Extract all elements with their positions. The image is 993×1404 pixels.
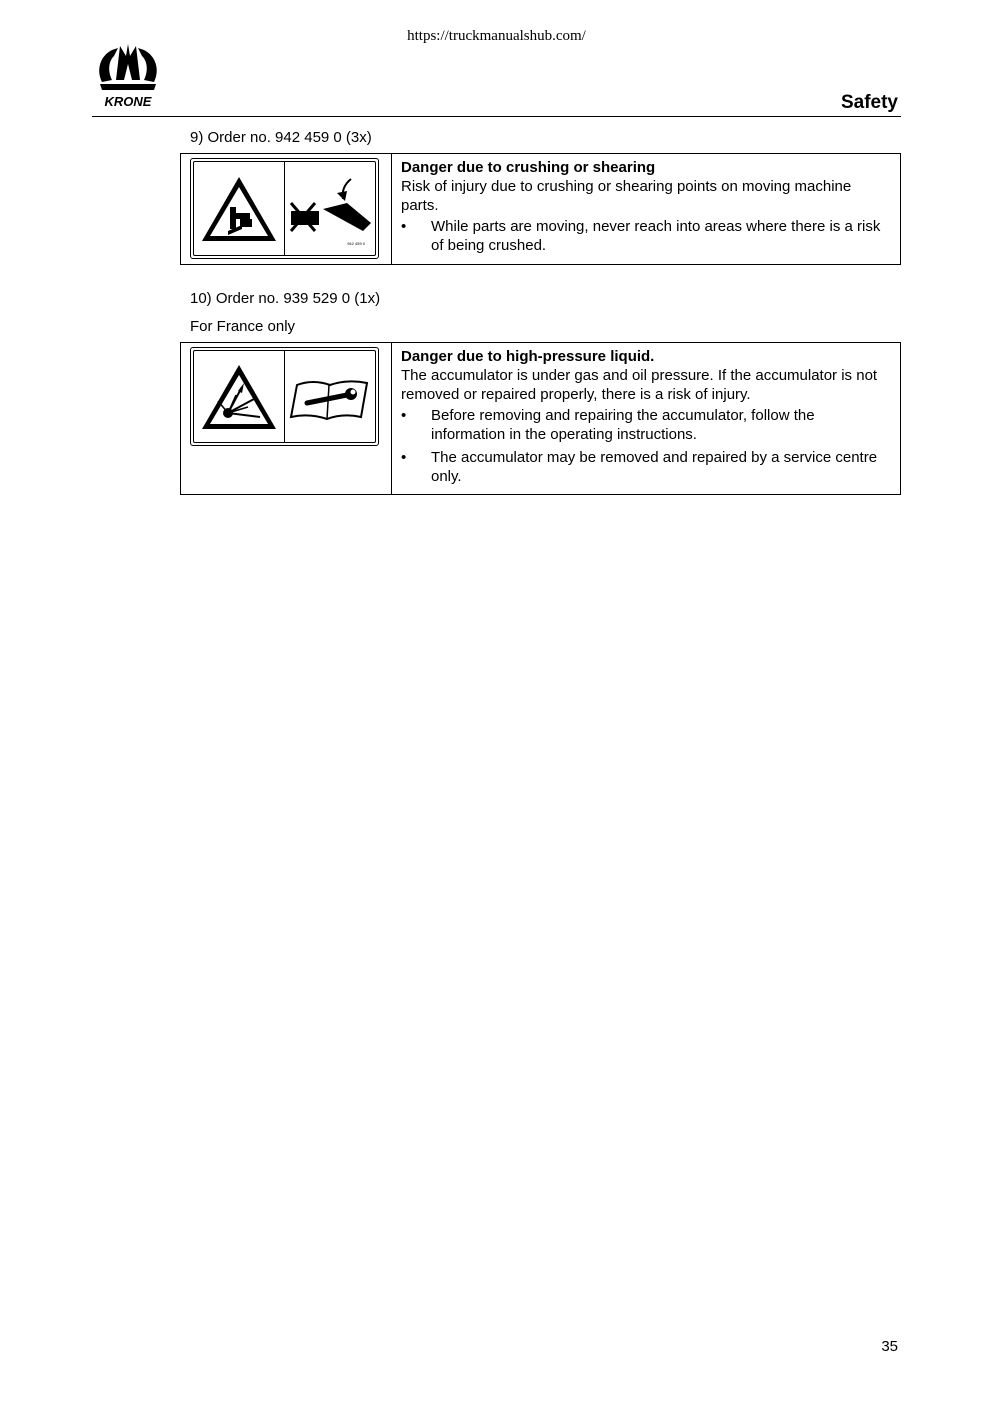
safety-decal — [190, 347, 379, 446]
svg-text:942 459 0: 942 459 0 — [347, 240, 365, 246]
warning-text: The accumulator is under gas and oil pressure. If the accumulator is not removed or repaired properly, there is a risk of injury. — [401, 367, 878, 403]
explosion-warning-triangle-icon — [194, 351, 285, 442]
safety-sign-table-9 — [180, 153, 901, 265]
decal-cell — [181, 154, 392, 264]
list-item: • The accumulator may be removed and repaired by a service centre only. — [401, 449, 878, 485]
description-cell — [392, 154, 900, 264]
krone-logo-icon — [92, 42, 164, 114]
warning-title: Danger due to high-pressure liquid. — [401, 348, 655, 365]
section-title: Safety — [840, 92, 898, 113]
safety-sign-table-10 — [180, 342, 901, 495]
manual-wrench-icon — [285, 351, 375, 442]
list-item: • While parts are moving, never reach into areas where there is a risk of being crushed. — [401, 218, 881, 254]
source-url: https://truckmanualshub.com/ — [407, 28, 586, 44]
order-label-10: 10) Order no. 939 529 0 (1x) — [190, 290, 381, 307]
warning-title: Danger due to crushing or shearing — [401, 159, 656, 176]
list-item: • Before removing and repairing the accumulator, follow the information in the operating instructions. — [401, 407, 815, 443]
country-note: For France only — [190, 318, 296, 335]
order-label-9: 9) Order no. 942 459 0 (3x) — [190, 129, 372, 146]
warning-text: Risk of injury due to crushing or shearing points on moving machine parts. — [401, 178, 852, 214]
description-cell — [392, 343, 900, 494]
safety-decal — [190, 158, 379, 259]
svg-text:KRONE: KRONE — [104, 94, 152, 109]
hand-crush-pictogram-icon — [285, 162, 375, 255]
header-divider — [92, 116, 901, 117]
decal-cell — [181, 343, 392, 494]
crush-warning-triangle-icon — [194, 162, 285, 255]
page-number: 35 — [881, 1338, 898, 1355]
